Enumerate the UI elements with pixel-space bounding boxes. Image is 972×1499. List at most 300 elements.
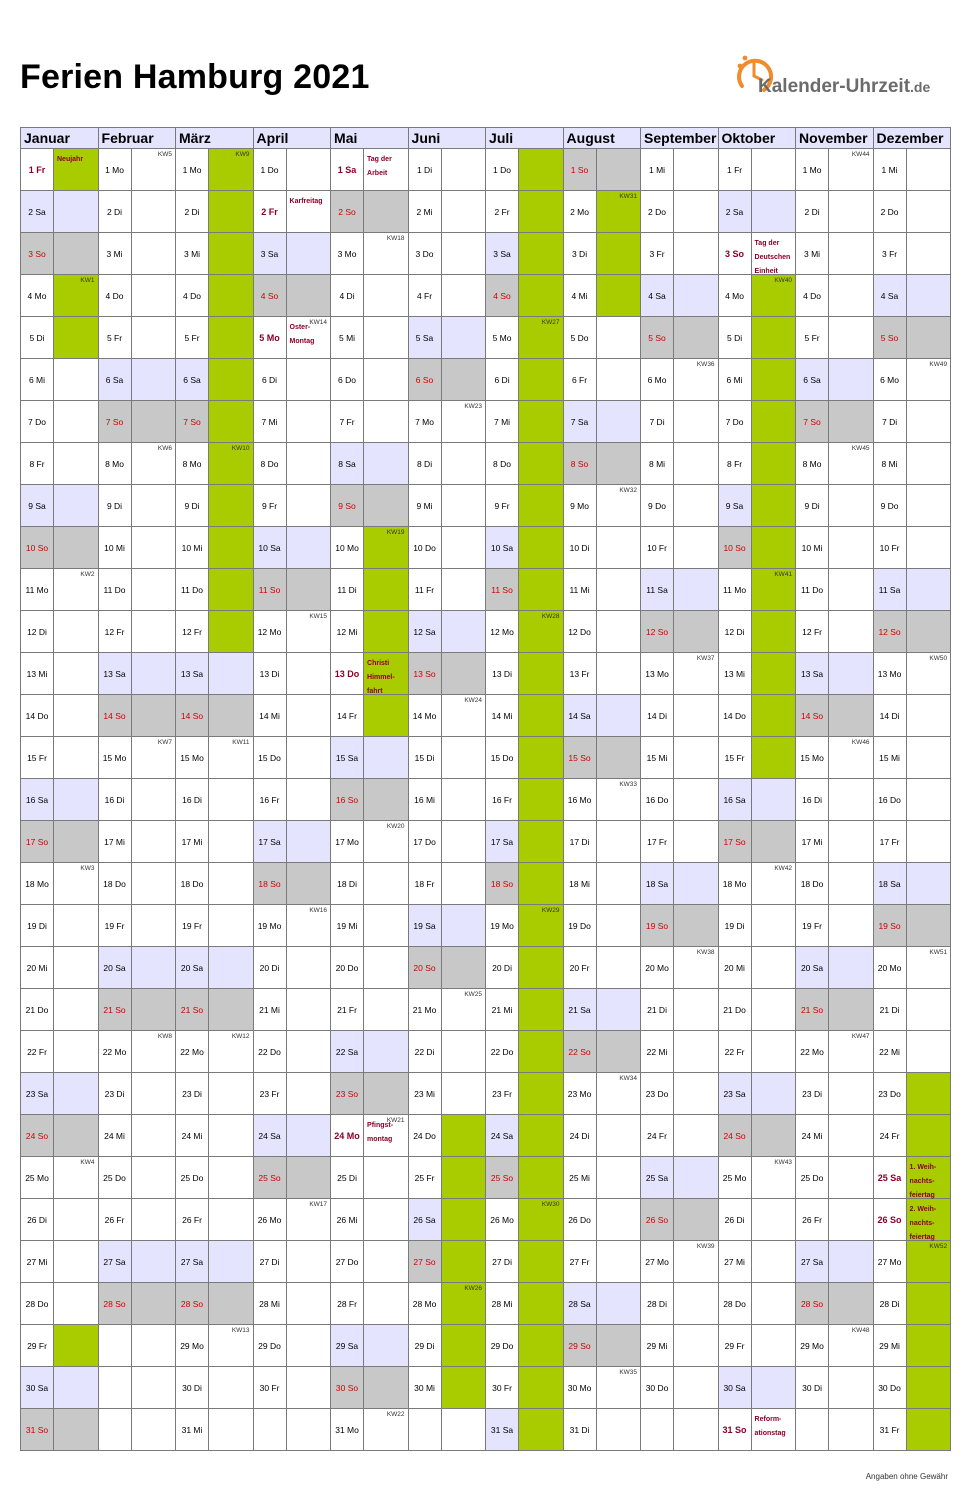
day-info-cell xyxy=(751,737,796,779)
day-row xyxy=(21,485,951,527)
day-info-cell xyxy=(441,275,486,317)
day-info-cell xyxy=(131,1157,176,1199)
day-info-cell xyxy=(596,611,641,653)
empty-cell xyxy=(131,1325,176,1367)
day-info-cell xyxy=(519,485,564,527)
day-info-cell xyxy=(596,737,641,779)
day-info-cell xyxy=(674,989,719,1031)
day-cell: 22 Mo xyxy=(176,1031,209,1073)
day-cell: 20 Sa xyxy=(176,947,209,989)
day-info-cell xyxy=(519,1367,564,1409)
day-info-cell xyxy=(54,569,99,611)
day-cell: 29 So xyxy=(563,1325,596,1367)
day-info-cell xyxy=(596,1157,641,1199)
holiday-name: 1. Weih-nachts-feiertag xyxy=(909,1164,937,1199)
day-info-cell xyxy=(829,1367,874,1409)
day-cell: 9 Mi xyxy=(408,485,441,527)
day-cell: 12 Fr xyxy=(796,611,829,653)
day-cell: 17 Mi xyxy=(98,821,131,863)
day-info-cell xyxy=(364,1283,409,1325)
day-cell: 12 Mo xyxy=(253,611,286,653)
day-cell: 5 Di xyxy=(718,317,751,359)
day-info-cell xyxy=(131,779,176,821)
day-info-cell xyxy=(674,653,719,695)
day-cell: 8 Mi xyxy=(873,443,906,485)
day-info-cell xyxy=(364,1325,409,1367)
holiday-name: Pfingst-montag xyxy=(367,1122,394,1143)
day-info-cell xyxy=(441,443,486,485)
empty-cell xyxy=(131,1409,176,1451)
day-info-cell xyxy=(674,1115,719,1157)
day-info-cell xyxy=(131,821,176,863)
day-cell: 17 Do xyxy=(408,821,441,863)
day-info-cell xyxy=(519,191,564,233)
day-row xyxy=(21,401,951,443)
day-info-cell xyxy=(364,317,409,359)
day-info-cell xyxy=(54,359,99,401)
day-info-cell xyxy=(364,821,409,863)
day-info-cell xyxy=(751,443,796,485)
day-info-cell xyxy=(131,401,176,443)
day-cell: 2 Do xyxy=(641,191,674,233)
day-info-cell xyxy=(209,1325,254,1367)
day-cell: 19 So xyxy=(641,905,674,947)
day-cell: 26 So xyxy=(641,1199,674,1241)
day-cell: 11 So xyxy=(486,569,519,611)
day-cell: 21 Sa xyxy=(563,989,596,1031)
day-cell: 29 Fr xyxy=(718,1325,751,1367)
day-info-cell xyxy=(751,1157,796,1199)
day-cell: 29 Di xyxy=(408,1325,441,1367)
day-cell: 20 Mo xyxy=(641,947,674,989)
day-cell: 14 Mi xyxy=(486,695,519,737)
day-cell: 1 Sa xyxy=(331,149,364,191)
day-cell: 29 Mo xyxy=(176,1325,209,1367)
empty-cell xyxy=(253,1409,286,1451)
day-info-cell xyxy=(54,527,99,569)
day-cell: 22 So xyxy=(563,1031,596,1073)
day-info-cell xyxy=(286,359,331,401)
week-number: KW7 xyxy=(157,739,173,746)
day-info-cell xyxy=(596,779,641,821)
month-header: Januar xyxy=(21,128,99,149)
day-row xyxy=(21,527,951,569)
day-info-cell xyxy=(209,1031,254,1073)
week-number: KW23 xyxy=(464,403,483,410)
day-info-cell xyxy=(131,737,176,779)
day-info-cell xyxy=(54,1241,99,1283)
day-cell: 10 So xyxy=(21,527,54,569)
day-cell: 23 Mo xyxy=(563,1073,596,1115)
day-cell: 23 Do xyxy=(641,1073,674,1115)
day-info-cell xyxy=(751,191,796,233)
day-info-cell xyxy=(674,233,719,275)
day-info-cell xyxy=(286,1283,331,1325)
day-cell: 27 Di xyxy=(486,1241,519,1283)
day-info-cell xyxy=(364,1241,409,1283)
day-info-cell xyxy=(829,401,874,443)
day-cell: 17 Mi xyxy=(176,821,209,863)
day-cell: 13 Mi xyxy=(21,653,54,695)
day-cell: 26 Di xyxy=(21,1199,54,1241)
day-info-cell xyxy=(829,1241,874,1283)
day-cell: 30 Mo xyxy=(563,1367,596,1409)
day-cell: 2 Sa xyxy=(718,191,751,233)
day-info-cell xyxy=(441,1325,486,1367)
day-cell: 23 Fr xyxy=(486,1073,519,1115)
day-info-cell xyxy=(829,779,874,821)
day-info-cell xyxy=(209,611,254,653)
day-cell: 7 So xyxy=(796,401,829,443)
week-number: KW13 xyxy=(231,1327,250,1334)
day-info-cell xyxy=(519,1409,564,1451)
day-row xyxy=(21,989,951,1031)
day-info-cell xyxy=(906,485,951,527)
day-cell: 13 Sa xyxy=(98,653,131,695)
day-cell: 17 Fr xyxy=(641,821,674,863)
day-info-cell xyxy=(286,275,331,317)
day-info-cell xyxy=(209,653,254,695)
day-info-cell xyxy=(906,695,951,737)
day-info-cell xyxy=(596,653,641,695)
day-info-cell xyxy=(519,653,564,695)
day-row xyxy=(21,1325,951,1367)
day-cell: 26 Fr xyxy=(98,1199,131,1241)
day-row xyxy=(21,611,951,653)
day-cell: 16 Fr xyxy=(486,779,519,821)
day-cell: 23 Di xyxy=(176,1073,209,1115)
day-info-cell xyxy=(674,443,719,485)
day-info-cell xyxy=(54,989,99,1031)
day-info-cell xyxy=(674,1073,719,1115)
day-cell: 15 Mi xyxy=(873,737,906,779)
day-cell: 11 Do xyxy=(98,569,131,611)
day-info-cell xyxy=(674,695,719,737)
day-info-cell xyxy=(596,443,641,485)
day-info-cell xyxy=(674,485,719,527)
empty-cell xyxy=(641,1409,674,1451)
day-cell: 1 Do xyxy=(486,149,519,191)
day-cell: 17 Sa xyxy=(253,821,286,863)
day-row xyxy=(21,1157,951,1199)
day-cell: 15 Do xyxy=(253,737,286,779)
day-cell: 10 Mi xyxy=(796,527,829,569)
day-info-cell xyxy=(209,1073,254,1115)
day-cell: 11 Sa xyxy=(641,569,674,611)
week-number: KW27 xyxy=(541,319,560,326)
day-info-cell xyxy=(131,1115,176,1157)
day-info-cell xyxy=(751,989,796,1031)
day-row xyxy=(21,863,951,905)
day-info-cell xyxy=(596,527,641,569)
day-cell: 28 So xyxy=(98,1283,131,1325)
day-row xyxy=(21,1073,951,1115)
week-number: KW31 xyxy=(619,193,638,200)
day-info-cell xyxy=(829,1199,874,1241)
day-info-cell xyxy=(751,653,796,695)
day-info-cell xyxy=(906,1367,951,1409)
day-info-cell xyxy=(674,1241,719,1283)
day-cell: 7 Sa xyxy=(563,401,596,443)
day-cell: 18 Sa xyxy=(873,863,906,905)
day-cell: 24 So xyxy=(718,1115,751,1157)
day-cell: 11 Mi xyxy=(563,569,596,611)
day-info-cell xyxy=(286,1073,331,1115)
day-info-cell xyxy=(596,1283,641,1325)
day-cell: 9 Fr xyxy=(253,485,286,527)
week-number: KW18 xyxy=(386,235,405,242)
day-info-cell xyxy=(519,1283,564,1325)
day-cell: 10 Sa xyxy=(486,527,519,569)
day-info-cell xyxy=(906,191,951,233)
day-info-cell xyxy=(364,569,409,611)
day-cell: 23 Di xyxy=(796,1073,829,1115)
day-cell: 21 Mi xyxy=(253,989,286,1031)
day-info-cell xyxy=(751,1031,796,1073)
day-info-cell xyxy=(131,1283,176,1325)
day-cell: 5 Fr xyxy=(98,317,131,359)
day-cell: 25 Do xyxy=(796,1157,829,1199)
day-info-cell xyxy=(751,611,796,653)
day-cell: 31 Fr xyxy=(873,1409,906,1451)
day-cell: 1 Mi xyxy=(873,149,906,191)
day-info-cell xyxy=(286,1199,331,1241)
day-info-cell xyxy=(131,989,176,1031)
day-info-cell xyxy=(131,527,176,569)
day-info-cell xyxy=(519,1031,564,1073)
week-number: KW20 xyxy=(386,823,405,830)
holiday-name: Neujahr xyxy=(57,156,84,163)
day-info-cell xyxy=(286,779,331,821)
day-info-cell xyxy=(441,527,486,569)
day-info-cell xyxy=(131,905,176,947)
day-cell: 3 Mi xyxy=(98,233,131,275)
day-cell: 12 Fr xyxy=(98,611,131,653)
day-info-cell xyxy=(209,485,254,527)
day-cell: 3 Mi xyxy=(176,233,209,275)
day-info-cell xyxy=(441,1157,486,1199)
day-info-cell xyxy=(131,947,176,989)
day-cell: 27 Mi xyxy=(718,1241,751,1283)
day-info-cell xyxy=(751,275,796,317)
day-info-cell xyxy=(906,1115,951,1157)
day-info-cell xyxy=(54,1367,99,1409)
day-cell: 3 Do xyxy=(408,233,441,275)
day-cell: 28 Mi xyxy=(253,1283,286,1325)
day-info-cell xyxy=(906,1157,951,1199)
day-cell: 8 Sa xyxy=(331,443,364,485)
day-info-cell xyxy=(441,191,486,233)
day-cell: 13 So xyxy=(408,653,441,695)
day-info-cell xyxy=(751,905,796,947)
day-info-cell xyxy=(906,989,951,1031)
day-cell: 19 Di xyxy=(718,905,751,947)
day-info-cell xyxy=(441,821,486,863)
day-info-cell xyxy=(441,317,486,359)
day-info-cell xyxy=(751,1115,796,1157)
day-info-cell xyxy=(596,401,641,443)
day-info-cell xyxy=(829,1283,874,1325)
day-cell: 4 Do xyxy=(98,275,131,317)
day-info-cell xyxy=(209,779,254,821)
day-info-cell xyxy=(829,863,874,905)
day-info-cell xyxy=(441,569,486,611)
day-info-cell xyxy=(596,821,641,863)
day-info-cell xyxy=(364,275,409,317)
day-cell: 4 Do xyxy=(176,275,209,317)
day-info-cell xyxy=(751,779,796,821)
day-info-cell xyxy=(674,611,719,653)
day-row xyxy=(21,1367,951,1409)
day-info-cell xyxy=(364,1409,409,1451)
day-cell: 18 Do xyxy=(796,863,829,905)
day-cell: 14 Sa xyxy=(563,695,596,737)
day-info-cell xyxy=(519,905,564,947)
day-info-cell xyxy=(209,1283,254,1325)
day-info-cell xyxy=(131,1241,176,1283)
day-info-cell xyxy=(674,737,719,779)
day-info-cell xyxy=(829,821,874,863)
day-cell: 30 Mi xyxy=(408,1367,441,1409)
day-info-cell xyxy=(364,1367,409,1409)
day-cell: 17 Di xyxy=(563,821,596,863)
day-info-cell xyxy=(286,401,331,443)
day-info-cell xyxy=(209,443,254,485)
day-cell: 21 Di xyxy=(873,989,906,1031)
day-row xyxy=(21,1031,951,1073)
day-info-cell xyxy=(286,191,331,233)
day-info-cell xyxy=(596,317,641,359)
day-info-cell xyxy=(906,359,951,401)
day-info-cell xyxy=(286,149,331,191)
day-info-cell xyxy=(441,779,486,821)
day-cell: 15 Di xyxy=(408,737,441,779)
day-info-cell xyxy=(829,317,874,359)
day-cell: 8 Do xyxy=(253,443,286,485)
day-info-cell xyxy=(54,149,99,191)
day-info-cell xyxy=(751,1367,796,1409)
day-cell: 16 Mi xyxy=(408,779,441,821)
day-info-cell xyxy=(209,569,254,611)
day-info-cell xyxy=(209,863,254,905)
day-row xyxy=(21,821,951,863)
day-cell: 11 Do xyxy=(176,569,209,611)
day-cell: 4 Sa xyxy=(873,275,906,317)
day-cell: 4 Mi xyxy=(563,275,596,317)
day-info-cell xyxy=(906,821,951,863)
day-info-cell xyxy=(364,653,409,695)
day-info-cell xyxy=(364,1115,409,1157)
holiday-name: 2. Weih-nachts-feiertag xyxy=(909,1206,937,1241)
day-cell: 9 Sa xyxy=(21,485,54,527)
week-number: KW15 xyxy=(309,613,328,620)
year-calendar xyxy=(20,127,951,1451)
week-number: KW6 xyxy=(157,445,173,452)
day-info-cell xyxy=(364,443,409,485)
day-row xyxy=(21,779,951,821)
day-info-cell xyxy=(54,863,99,905)
day-cell: 4 Mo xyxy=(21,275,54,317)
day-info-cell xyxy=(441,1283,486,1325)
day-cell: 16 Fr xyxy=(253,779,286,821)
day-info-cell xyxy=(286,1115,331,1157)
day-info-cell xyxy=(54,191,99,233)
day-info-cell xyxy=(906,1031,951,1073)
day-cell: 29 Do xyxy=(253,1325,286,1367)
day-info-cell xyxy=(751,149,796,191)
day-cell: 10 Mo xyxy=(331,527,364,569)
day-info-cell xyxy=(209,1157,254,1199)
day-info-cell xyxy=(596,1241,641,1283)
day-info-cell xyxy=(54,695,99,737)
day-cell: 1 Fr xyxy=(718,149,751,191)
day-info-cell xyxy=(596,275,641,317)
day-cell: 22 Do xyxy=(486,1031,519,1073)
day-info-cell xyxy=(131,1073,176,1115)
month-header: August xyxy=(563,128,641,149)
day-info-cell xyxy=(441,1367,486,1409)
day-info-cell xyxy=(131,611,176,653)
site-logo[interactable] xyxy=(734,50,954,100)
week-number: KW46 xyxy=(851,739,870,746)
day-cell: 25 Mo xyxy=(21,1157,54,1199)
day-cell: 7 Do xyxy=(21,401,54,443)
day-info-cell xyxy=(209,989,254,1031)
day-cell: 3 So xyxy=(718,233,751,275)
day-info-cell xyxy=(906,149,951,191)
day-cell: 10 Mi xyxy=(176,527,209,569)
day-info-cell xyxy=(286,527,331,569)
day-info-cell xyxy=(596,905,641,947)
day-info-cell xyxy=(131,359,176,401)
week-number: KW11 xyxy=(232,739,250,746)
day-cell: 27 So xyxy=(408,1241,441,1283)
day-info-cell xyxy=(596,1199,641,1241)
logo-text: Kalender-Uhrzeit.de xyxy=(758,76,931,97)
day-cell: 8 Fr xyxy=(718,443,751,485)
day-info-cell xyxy=(286,653,331,695)
day-cell: 6 Sa xyxy=(176,359,209,401)
day-cell: 5 Di xyxy=(21,317,54,359)
day-cell: 7 Di xyxy=(873,401,906,443)
day-info-cell xyxy=(519,1157,564,1199)
day-cell: 6 Di xyxy=(486,359,519,401)
day-cell: 18 Do xyxy=(98,863,131,905)
day-info-cell xyxy=(906,527,951,569)
day-info-cell xyxy=(441,1115,486,1157)
holiday-name: Reform-ationstag xyxy=(754,1416,786,1437)
day-cell: 9 Do xyxy=(641,485,674,527)
day-info-cell xyxy=(54,1073,99,1115)
day-info-cell xyxy=(209,905,254,947)
day-cell: 16 Di xyxy=(796,779,829,821)
day-info-cell xyxy=(519,401,564,443)
day-cell: 28 Mo xyxy=(408,1283,441,1325)
day-cell: 12 So xyxy=(641,611,674,653)
week-number: KW9 xyxy=(235,151,250,158)
day-info-cell xyxy=(829,527,874,569)
week-number: KW24 xyxy=(464,697,483,704)
disclaimer: Angaben ohne Gewähr xyxy=(865,1472,948,1481)
day-info-cell xyxy=(441,947,486,989)
day-info-cell xyxy=(519,527,564,569)
day-cell: 5 So xyxy=(873,317,906,359)
week-number: KW45 xyxy=(851,445,870,452)
week-number: KW33 xyxy=(619,781,638,788)
empty-cell xyxy=(98,1367,131,1409)
day-cell: 25 So xyxy=(253,1157,286,1199)
day-info-cell xyxy=(364,947,409,989)
